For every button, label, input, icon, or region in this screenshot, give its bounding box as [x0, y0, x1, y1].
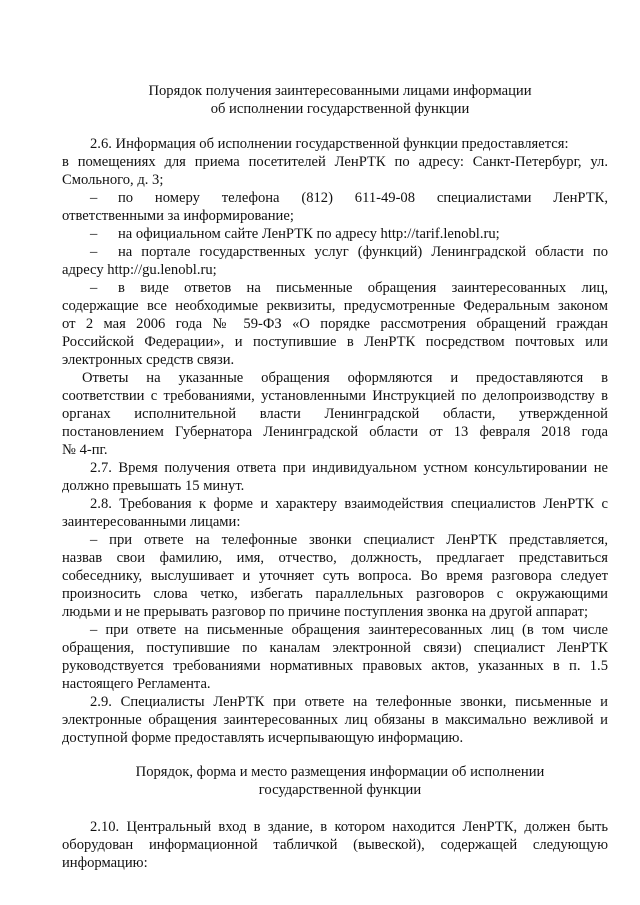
heading-line: об исполнении государственной функции: [210, 100, 470, 117]
paragraph-line: 2.9. Специалисты ЛенРТК при ответе на телефонные звонки, письменные и: [90, 694, 608, 710]
paragraph-line: собеседнику, выслушивает и уточняет суть вопроса. Во время разговора следует: [62, 568, 608, 584]
paragraph-line: постановлением Губернатора Ленинградской области от 13 февраля 2018 года: [62, 424, 608, 440]
paragraph-line: Смольного, д. 3;: [62, 172, 164, 188]
paragraph-line: – при ответе на телефонные звонки специалист ЛенРТК представляется,: [90, 532, 608, 548]
paragraph-line: Ответы на указанные обращения оформляются и предоставляются в: [82, 370, 608, 386]
paragraph-line: Российской Федерации», и поступившие в ЛенРТК посредством почтовых или: [62, 334, 608, 350]
paragraph-line: настоящего Регламента.: [62, 676, 211, 692]
paragraph-line: на портале государственных услуг (функций) Ленинградской области по: [118, 244, 608, 260]
heading-line: Порядок, форма и место размещения информации об исполнении: [135, 764, 545, 780]
paragraph-line: – при ответе на письменные обращения заинтересованных лиц (в том числе: [90, 622, 608, 638]
paragraph-line: в помещениях для приема посетителей ЛенРТК по адресу: Санкт-Петербург, ул.: [62, 154, 608, 170]
paragraph-line: в виде ответов на письменные обращения заинтересованных лиц,: [118, 280, 608, 296]
paragraph-line: оборудован информационной табличкой (вывеской), содержащей следующую: [62, 837, 608, 853]
paragraph-line: заинтересованными лицами:: [62, 514, 241, 530]
heading-line: государственной функции: [258, 781, 422, 798]
paragraph-line: электронные обращения заинтересованных лиц обязаны в максимально вежливой и: [62, 712, 608, 728]
list-dash: –: [90, 190, 98, 206]
paragraph-line: руководствуется требованиями нормативных правовых актов, указанных в п. 1.5: [62, 658, 608, 674]
paragraph-line: обращения, поступившие по каналам электронной связи) специалист ЛенРТК: [62, 640, 608, 656]
paragraph-line: информацию:: [62, 855, 148, 871]
paragraph-line: электронных средств связи.: [62, 352, 235, 368]
paragraph-line: 2.6. Информация об исполнении государственной функции предоставляется:: [90, 136, 569, 152]
list-dash: –: [90, 244, 98, 260]
paragraph-line: № 4-пг.: [62, 442, 108, 458]
paragraph-line: органах исполнительной власти Ленинградской области, утвержденной: [62, 406, 608, 422]
paragraph-line: соответствии с требованиями, установленными Инструкцией по делопроизводству в: [62, 388, 608, 404]
list-dash: –: [90, 226, 98, 242]
paragraph-line: произносить слова четко, избегать параллельных разговоров с окружающими: [62, 586, 608, 602]
paragraph-line: назвав свои фамилию, имя, отчество, должность, предлагает представиться: [62, 550, 608, 566]
list-dash: –: [90, 280, 98, 296]
paragraph-line: от 2 мая 2006 года № 59-ФЗ «О порядке рассмотрения обращений граждан: [62, 316, 608, 332]
paragraph-line: людьми и не прерывать разговор по причине поступления звонка на другой аппарат;: [62, 604, 589, 620]
heading-line: Порядок получения заинтересованными лицами информации: [148, 83, 532, 99]
paragraph-line: ответственными за информирование;: [62, 208, 294, 224]
paragraph-line: на официальном сайте ЛенРТК по адресу http://tarif.lenobl.ru;: [118, 226, 500, 242]
paragraph-line: 2.8. Требования к форме и характеру взаимодействия специалистов ЛенРТК с: [90, 496, 608, 512]
paragraph-line: содержащие все необходимые реквизиты, предусмотренные Федеральным законом: [62, 298, 608, 314]
paragraph-line: 2.10. Центральный вход в здание, в котором находится ЛенРТК, должен быть: [90, 819, 608, 835]
paragraph-line: должно превышать 15 минут.: [62, 478, 245, 494]
paragraph-line: доступной форме предоставлять исчерпывающую информацию.: [62, 730, 464, 746]
paragraph-line: по номеру телефона (812) 611-49-08 специалистами ЛенРТК,: [118, 190, 608, 206]
paragraph-line: 2.7. Время получения ответа при индивидуальном устном консультировании не: [90, 460, 608, 476]
paragraph-line: адресу http://gu.lenobl.ru;: [62, 262, 217, 278]
section-heading-info-order: [60, 83, 620, 118]
section-heading-placement: [60, 764, 620, 799]
